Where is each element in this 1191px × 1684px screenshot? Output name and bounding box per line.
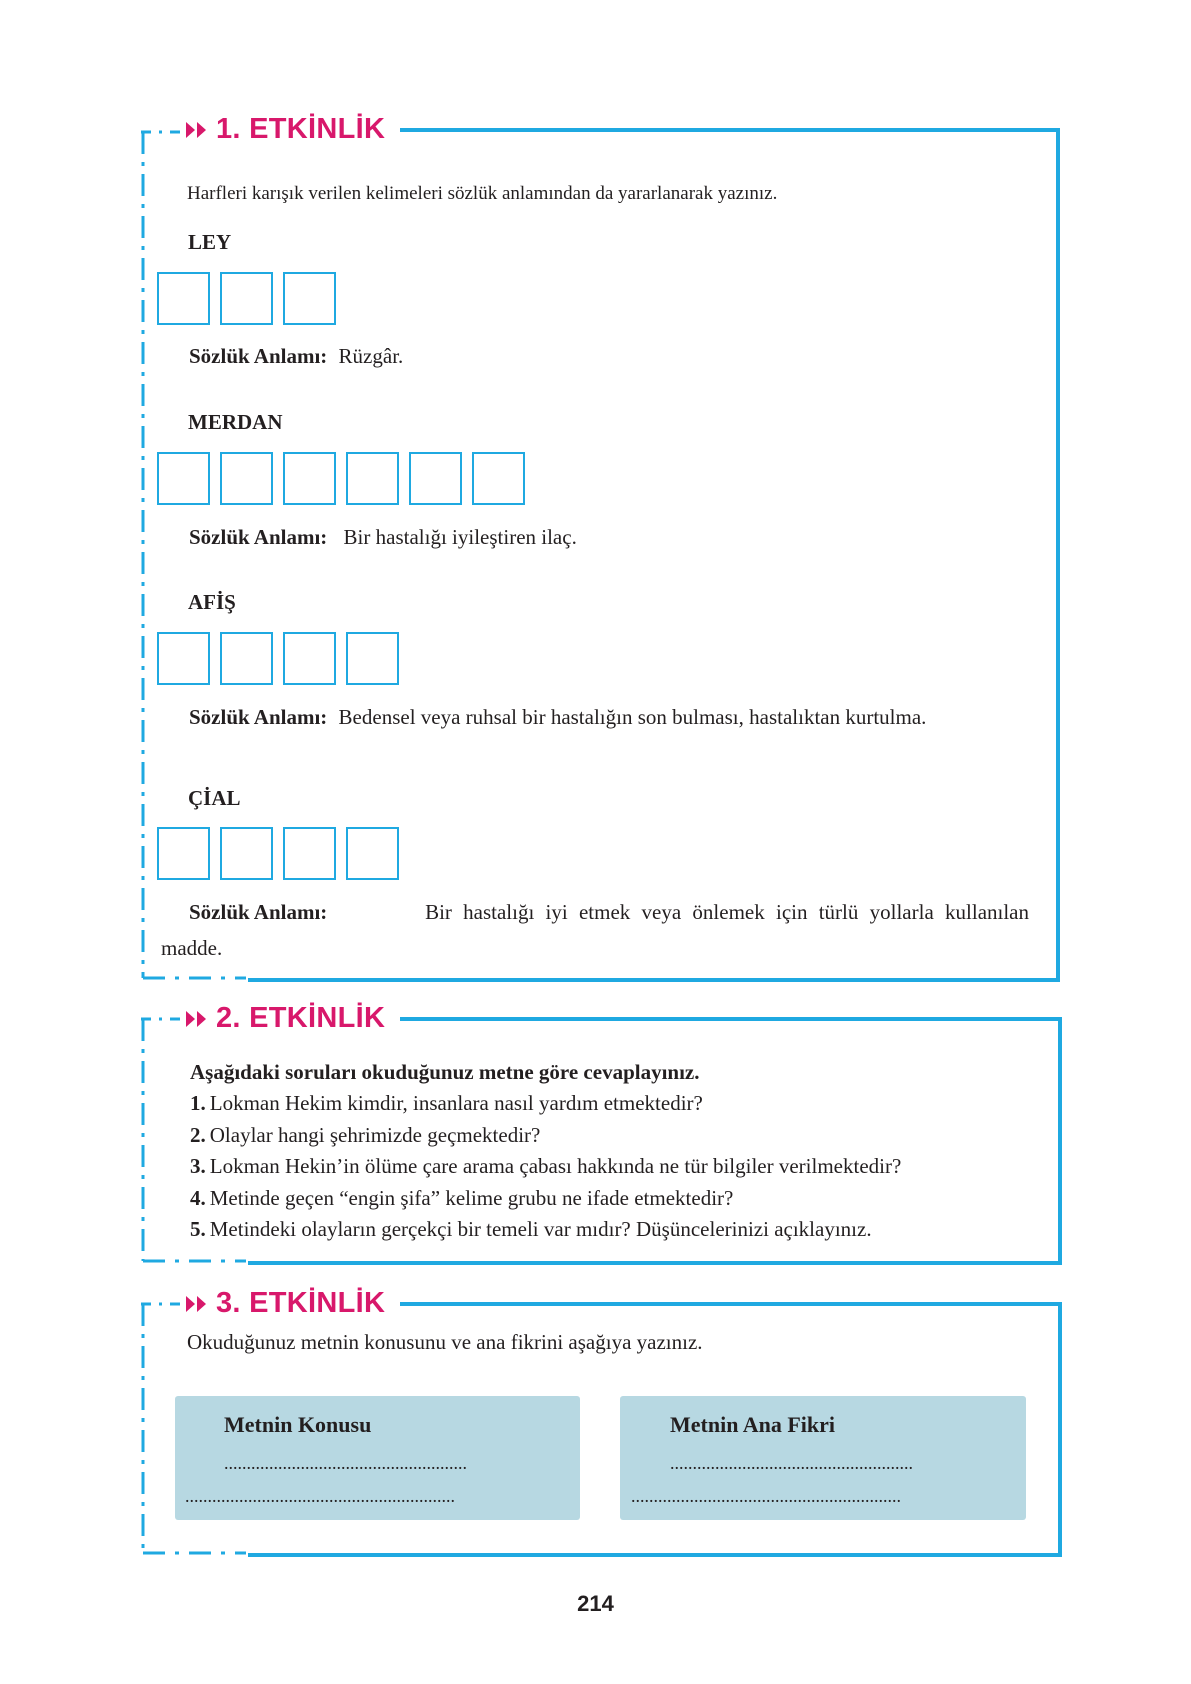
meaning-label: Sözlük Anlamı: (189, 344, 328, 368)
meaning-text: Bir hastalığı iyi etmek veya önlemek için türlü yollarla kullanılan (425, 900, 1029, 924)
activity-2-title: 2. ETKİNLİK (182, 1002, 395, 1035)
scrambled-word: AFİŞ (188, 590, 236, 614)
question-4: 4. Metinde geçen “engin şifa” kelime grubu ne ifade etmektedir? (190, 1185, 734, 1210)
question-3: 3. Lokman Hekin’in ölüme çare arama çabası hakkında ne tür bilgiler verilmektedir? (190, 1154, 902, 1178)
activity-3-instruction: Okuduğunuz metnin konusunu ve ana fikrini aşağıya yazınız. (187, 1330, 703, 1354)
meaning-text-continued: madde. (161, 936, 223, 960)
double-arrow-icon (186, 1296, 206, 1312)
answer-line[interactable]: ............................................................ (185, 1486, 455, 1506)
answer-line[interactable]: ...................................................... (224, 1453, 467, 1473)
meaning-text: Rüzgâr. (338, 344, 404, 368)
answer-line[interactable]: ............................................................ (631, 1486, 901, 1506)
meaning-text: Bir hastalığı iyileştiren ilaç. (343, 525, 577, 549)
meaning-label: Sözlük Anlamı: (189, 525, 328, 549)
page-number: 214 (577, 1591, 614, 1616)
topic-heading: Metnin Konusu (224, 1412, 372, 1437)
meaning-label: Sözlük Anlamı: (189, 705, 328, 729)
activity-1-title: 1. ETKİNLİK (182, 113, 395, 146)
scrambled-word: MERDAN (188, 410, 283, 434)
question-2: 2. Olaylar hangi şehrimizde geçmektedir? (190, 1122, 541, 1147)
topic-panel (175, 1396, 580, 1520)
scrambled-word: LEY (188, 230, 232, 254)
activity-2-instruction: Aşağıdaki soruları okuduğunuz metne göre cevaplayınız. (190, 1060, 700, 1084)
question-1: 1. Lokman Hekim kimdir, insanlara nasıl yardım etmektedir? (190, 1091, 703, 1115)
main-idea-heading: Metnin Ana Fikri (670, 1412, 836, 1437)
answer-line[interactable]: ...................................................... (670, 1453, 913, 1473)
question-5: 5. Metindeki olayların gerçekçi bir temeli var mıdır? Düşüncelerinizi açıklayınız. (190, 1217, 872, 1241)
main-idea-panel (620, 1396, 1026, 1520)
activity-1-instruction: Harfleri karışık verilen kelimeleri sözlük anlamından da yararlanarak yazınız. (187, 183, 778, 204)
meaning-label: Sözlük Anlamı: (189, 900, 328, 924)
activity-3-title: 3. ETKİNLİK (182, 1287, 395, 1320)
scrambled-word: ÇİAL (188, 786, 241, 810)
meaning-text: Bedensel veya ruhsal bir hastalığın son bulması, hastalıktan kurtulma. (338, 705, 927, 729)
